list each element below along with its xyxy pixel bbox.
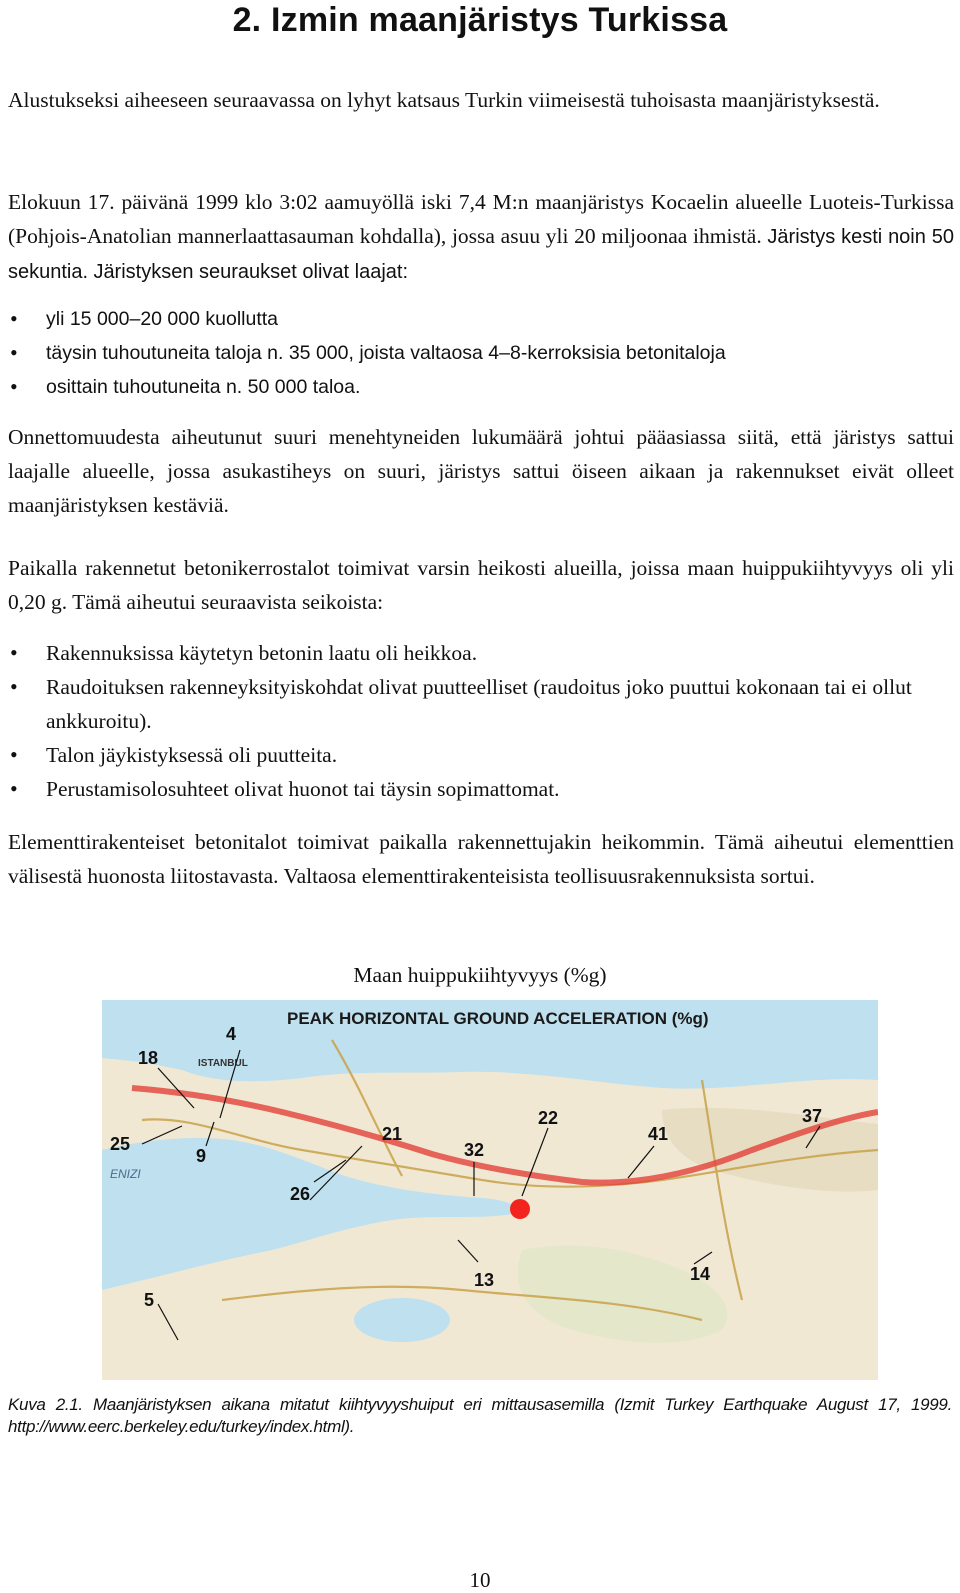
- epicenter-marker: [510, 1199, 530, 1219]
- concrete-paragraph: Paikalla rakennetut betonikerrostalot toimivat varsin heikosti alueilla, joissa maan huippukiihtyvyys oli yli 0,20 g. Tämä aiheutui seuraavista seikoista:: [8, 556, 954, 614]
- consequences-list: [8, 302, 954, 404]
- intro-paragraph: Alustukseksi aiheeseen seuraavassa on lyhyt katsaus Turkin viimeisestä tuhoisasta maanjäristyksestä.: [8, 88, 880, 112]
- sea-label: ENIZI: [110, 1167, 141, 1181]
- station-label: 13: [474, 1270, 495, 1290]
- station-label: 37: [802, 1106, 823, 1126]
- casualties-paragraph: Onnettomuudesta aiheutunut suuri menehtyneiden lukumäärä johtui pääasiassa siitä, että järistys sattui laajalle alueelle, jossa asukastiheys on suuri, järistys sattui öiseen aikaan ja rakennukset eivät olleet maanjäristyksen kestäviä.: [8, 425, 954, 517]
- figure-title: Maan huippukiihtyvyys (%g): [353, 963, 607, 987]
- station-label: 26: [290, 1184, 311, 1204]
- bullet-icon: •: [10, 742, 18, 767]
- station-label: 32: [464, 1140, 485, 1160]
- station-label: 21: [382, 1124, 403, 1144]
- list-item: • yli 15 000–20 000 kuollutta: [8, 302, 954, 336]
- list-item: • täysin tuhoutuneita taloja n. 35 000, joista valtaosa 4–8-kerroksisia betonitaloja: [8, 336, 954, 370]
- station-label: 9: [196, 1146, 207, 1166]
- lake: [354, 1298, 450, 1342]
- page-number: 10: [469, 1568, 491, 1592]
- bullet-icon: •: [10, 306, 18, 331]
- bullet-icon: •: [10, 674, 18, 699]
- station-label: 18: [138, 1048, 159, 1068]
- list-item: • osittain tuhoutuneita n. 50 000 taloa.: [8, 370, 954, 404]
- station-label: 4: [226, 1024, 237, 1044]
- quake-paragraph: [8, 185, 954, 289]
- list-item: • Raudoituksen rakenneyksityiskohdat olivat puutteelliset (raudoitus joko puuttui kokonaan tai ei ollut ankkuroitu).: [8, 670, 954, 738]
- map-header: PEAK HORIZONTAL GROUND ACCELERATION (%g): [287, 1009, 709, 1028]
- reasons-list: [8, 636, 954, 806]
- station-label: 41: [648, 1124, 669, 1144]
- station-label: 25: [110, 1134, 131, 1154]
- station-label: 22: [538, 1108, 559, 1128]
- list-item: • Rakennuksissa käytetyn betonin laatu oli heikkoa.: [8, 636, 954, 670]
- station-label: 5: [144, 1290, 155, 1310]
- list-item: • Talon jäykistyksessä oli puutteita.: [8, 738, 954, 772]
- bullet-icon: •: [10, 640, 18, 665]
- bullet-icon: •: [10, 374, 18, 399]
- bullet-icon: •: [10, 776, 18, 801]
- station-label: 14: [690, 1264, 711, 1284]
- acceleration-map: [102, 1000, 878, 1380]
- city-label: ISTANBUL: [198, 1058, 248, 1069]
- elements-paragraph: Elementtirakenteiset betonitalot toimivat paikalla rakennettujakin heikommin. Tämä aiheutui elementtien välisestä huonosta liitostavasta. Valtaosa elementtirakenteisista teollisuusrakennuksista sortui.: [8, 830, 954, 888]
- quake-duration: Järistys kesti noin 50 sekuntia.: [8, 226, 954, 283]
- map-graphic: [102, 1000, 878, 1380]
- figure-caption: Kuva 2.1. Maanjäristyksen aikana mitatut kiihtyvyyshuiput eri mittausasemilla (Izmit Turkey Earthquake August 17, 1999. http://www.eerc.berkeley.edu/turkey/index.html).: [8, 1395, 952, 1436]
- page-heading: 2. Izmin maanjäristys Turkissa: [232, 1, 728, 39]
- list-item: • Perustamisolosuhteet olivat huonot tai täysin sopimattomat.: [8, 772, 954, 806]
- quake-consequences-intro: Järistyksen seuraukset olivat laajat:: [93, 261, 409, 283]
- bullet-icon: •: [10, 340, 18, 365]
- quake-paragraph-main: Elokuun 17. päivänä 1999 klo 3:02 aamuyöllä iski 7,4 M:n maanjäristys Kocaelin alueelle Luoteis-Turkissa (Pohjois-Anatolian mannerlaattasauman kohdalla), jossa asuu yli 20 miljoonaa ihmistä.: [8, 190, 954, 248]
